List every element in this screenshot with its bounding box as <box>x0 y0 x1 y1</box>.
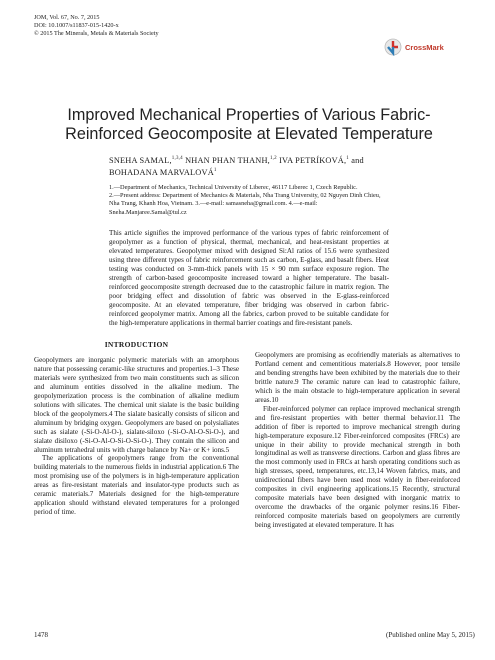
affiliation-1: 1.—Department of Mechanics, Technical University of Liberec, 46117 Liberec 1, Czech Republic. <box>109 184 358 191</box>
abstract: This article signifies the improved performance of the various types of fabric reinforcement of geopolymer as a function of physical, thermal, mechanical, and heat-resistant properties at elevated temperatures. Geopolymer mixed with designed Si:Al ratios of 15.6 were synthesized using three different types of fabric reinforcement such as carbon, E-glass, and basalt fibers. Heat testing was conducted on 3-mm-thick panels with 15 × 90 mm surface exposure region. The strength of carbon-based geocomposite increased toward a higher temperature. The basalt-reinforced geocomposite strength decreased due to the catastrophic failure in matrix region. The poor bridging effect and dissolution of fabric was observed in the E-glass-reinforced geocomposite. At an elevated temperature, fiber bridging was observed in carbon fabric-reinforced geopolymer matrix. Among all the fabrics, carbon proved to be suitable candidate for the high-temperature applications in thermal barrier coatings and fire-resistant panels. <box>109 229 389 327</box>
author-affiliation-marker: 1 <box>346 156 349 161</box>
section-heading-introduction: INTRODUCTION <box>104 340 169 349</box>
affiliations <box>109 184 389 217</box>
body-column-left <box>34 356 239 517</box>
author-name: and BOHADANA MARVALOVÁ <box>109 155 364 177</box>
paragraph: Geopolymers are inorganic polymeric materials with an amorphous nature that possessing ceramic-like structures and properties.1–3 These materials were synthesized from two main constituents such as silicon and aluminum entities dissolved in the alkaline medium. The geopolymerization process is the combination of alkaline medium solutions with silicates. The chemical unit sialate is the basic building block of the geopolymers.4 The sialate basically consists of silicon and aluminum by bridging oxygen. Geopolymers are based on polysialiates such as sialate (-Si-O-Al-O-), sialate-siloxo (-Si-O-Al-O-Si-O-), and sialate disiloxo (-Si-O-Al-O-Si-O-Si-O-). They contain the silicon and aluminum tetrahedral units with charge balance by Na+ or K+ ions.5 <box>34 356 239 454</box>
journal-volume: JOM, Vol. 67, No. 7, 2015 <box>34 14 100 21</box>
journal-copyright: © 2015 The Minerals, Metals & Materials Society <box>34 30 159 37</box>
journal-metadata <box>34 14 159 38</box>
affiliation-2: 2.—Present address: Department of Mechanics & Materials, Nha Trang University, 02 Nguyen Dinh Chieu, Nha Trang, Khanh Hoa, Vietnam. 3.—e-mail: samasneha@gmail.com. 4.—e-mail: Sneha.Manjaree.Samal@tul.cz <box>109 192 381 216</box>
crossmark-badge[interactable] <box>384 38 444 56</box>
journal-doi: DOI: 10.1007/s11837-015-1420-x <box>34 22 119 29</box>
author-affiliation-marker: 1,3,4 <box>171 156 183 161</box>
author-affiliation-marker: 1,2 <box>269 156 277 161</box>
paragraph: The applications of geopolymers range from the conventional building materials to the numerous fields in industrial application.6 The most promising use of the polymers is in high-temperature application areas as fire-resistant materials and insulator-type products such as ceramic materials.7 Materials designed for the high-temperature application should withstand elevated temperatures for a prolonged period of time. <box>34 454 239 517</box>
page-number: 1478 <box>34 631 48 639</box>
body-column-right <box>255 351 460 530</box>
paragraph: Fiber-reinforced polymer can replace improved mechanical strength and fire-resistant properties with better thermal behavior.11 The addition of fiber is reported to improve mechanical strength during high-temperature exposure.12 Fiber-reinforced composites (FRCs) are unique in their ability to provide mechanical strength in both longitudinal as well as transverse directions. Carbon and glass fibres are the most commonly used in FRCs at harsh operating conditions such as high stresses, speed, temperatures, etc.13,14 Woven fabrics, mats, and unidirectional fibers have been used most widely in fiber-reinforced composites in civil engineering applications.15 Recently, structural composite materials have been designed with inorganic matrix to overcome the drawbacks of the organic polymer resins.16 Fiber-reinforced composite materials based on geopolymers are currently being investigated at elevated temperature. It has <box>255 404 460 530</box>
author-name: SNEHA SAMAL, <box>109 155 172 165</box>
crossmark-icon <box>384 38 402 56</box>
author-affiliation-marker: 1 <box>213 167 217 173</box>
author-name: NHAN PHAN THANH, <box>182 155 270 165</box>
paragraph: Geopolymers are promising as ecofriendly materials as alternatives to Portland cement and cementitious materials.8 However, poor tensile and bending strengths have been exhibited by the materials due to their brittle nature.9 The ceramic nature can lead to catastrophic failure, which is the main obstacle to high-temperature application in several areas.10 <box>255 351 460 404</box>
crossmark-label: CrossMark <box>405 42 444 52</box>
article-title: Improved Mechanical Properties of Various Fabric-Reinforced Geocomposite at Elevated Temperature <box>65 106 433 143</box>
publication-date: (Published online May 5, 2015) <box>386 631 475 639</box>
author-list <box>109 154 399 178</box>
author-name: IVA PETRÍKOVÁ, <box>276 155 347 165</box>
